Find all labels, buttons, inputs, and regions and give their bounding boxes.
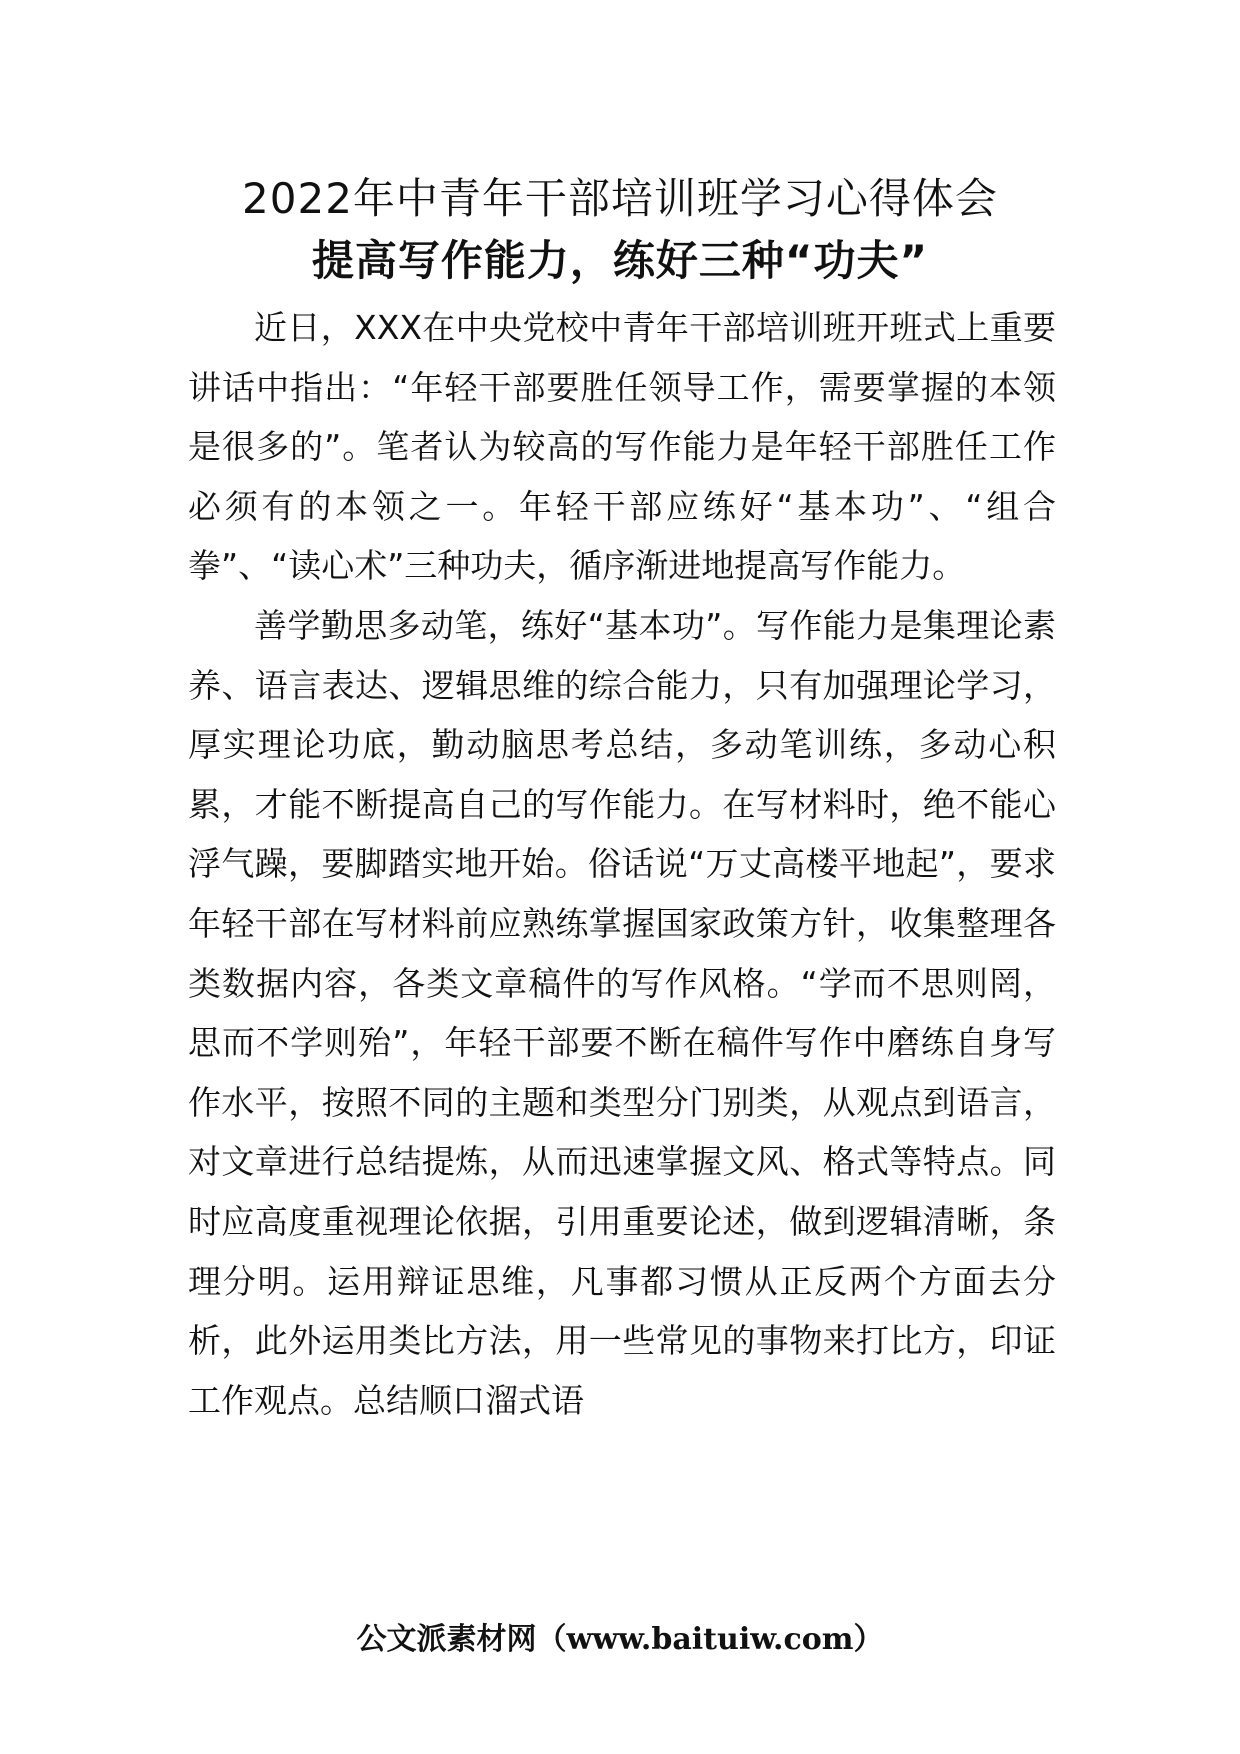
document-subtitle: 提高写作能力，练好三种“功夫” — [311, 236, 929, 285]
document-body — [188, 298, 1056, 1430]
document-title: 2022年中青年干部培训班学习心得体会 — [242, 174, 998, 223]
body-paragraph: 近日，XXX在中央党校中青年干部培训班开班式上重要讲话中指出：“年轻干部要胜任领导工作，需要掌握的本领是很多的”。笔者认为较高的写作能力是年轻干部胜任工作必须有的本领之一。年轻干部应练好“基本功”、“组合拳”、“读心术”三种功夫，循序渐进地提高写作能力。 — [188, 308, 1056, 586]
watermark-footer: 公文派素材网（www.baituiw.com） — [356, 1622, 884, 1657]
body-paragraph: 善学勤思多动笔，练好“基本功”。写作能力是集理论素养、语言表达、逻辑思维的综合能力，只有加强理论学习，厚实理论功底，勤动脑思考总结，多动笔训练，多动心积累，才能不断提高自己的写作能力。在写材料时，绝不能心浮气躁，要脚踏实地开始。俗话说“万丈高楼平地起”，要求年轻干部在写材料前应熟练掌握国家政策方针，收集整理各类数据内容，各类文章稿件的写作风格。“学而不思则罔，思而不学则殆”，年轻干部要不断在稿件写作中磨练自身写作水平，按照不同的主题和类型分门别类，从观点到语言，对文章进行总结提炼，从而迅速掌握文风、格式等特点。同时应高度重视理论依据，引用重要论述，做到逻辑清晰，条理分明。运用辩证思维，凡事都习惯从正反两个方面去分析，此外运用类比方法，用一些常见的事物来打比方，印证工作观点。总结顺口溜式语 — [188, 605, 1056, 1420]
